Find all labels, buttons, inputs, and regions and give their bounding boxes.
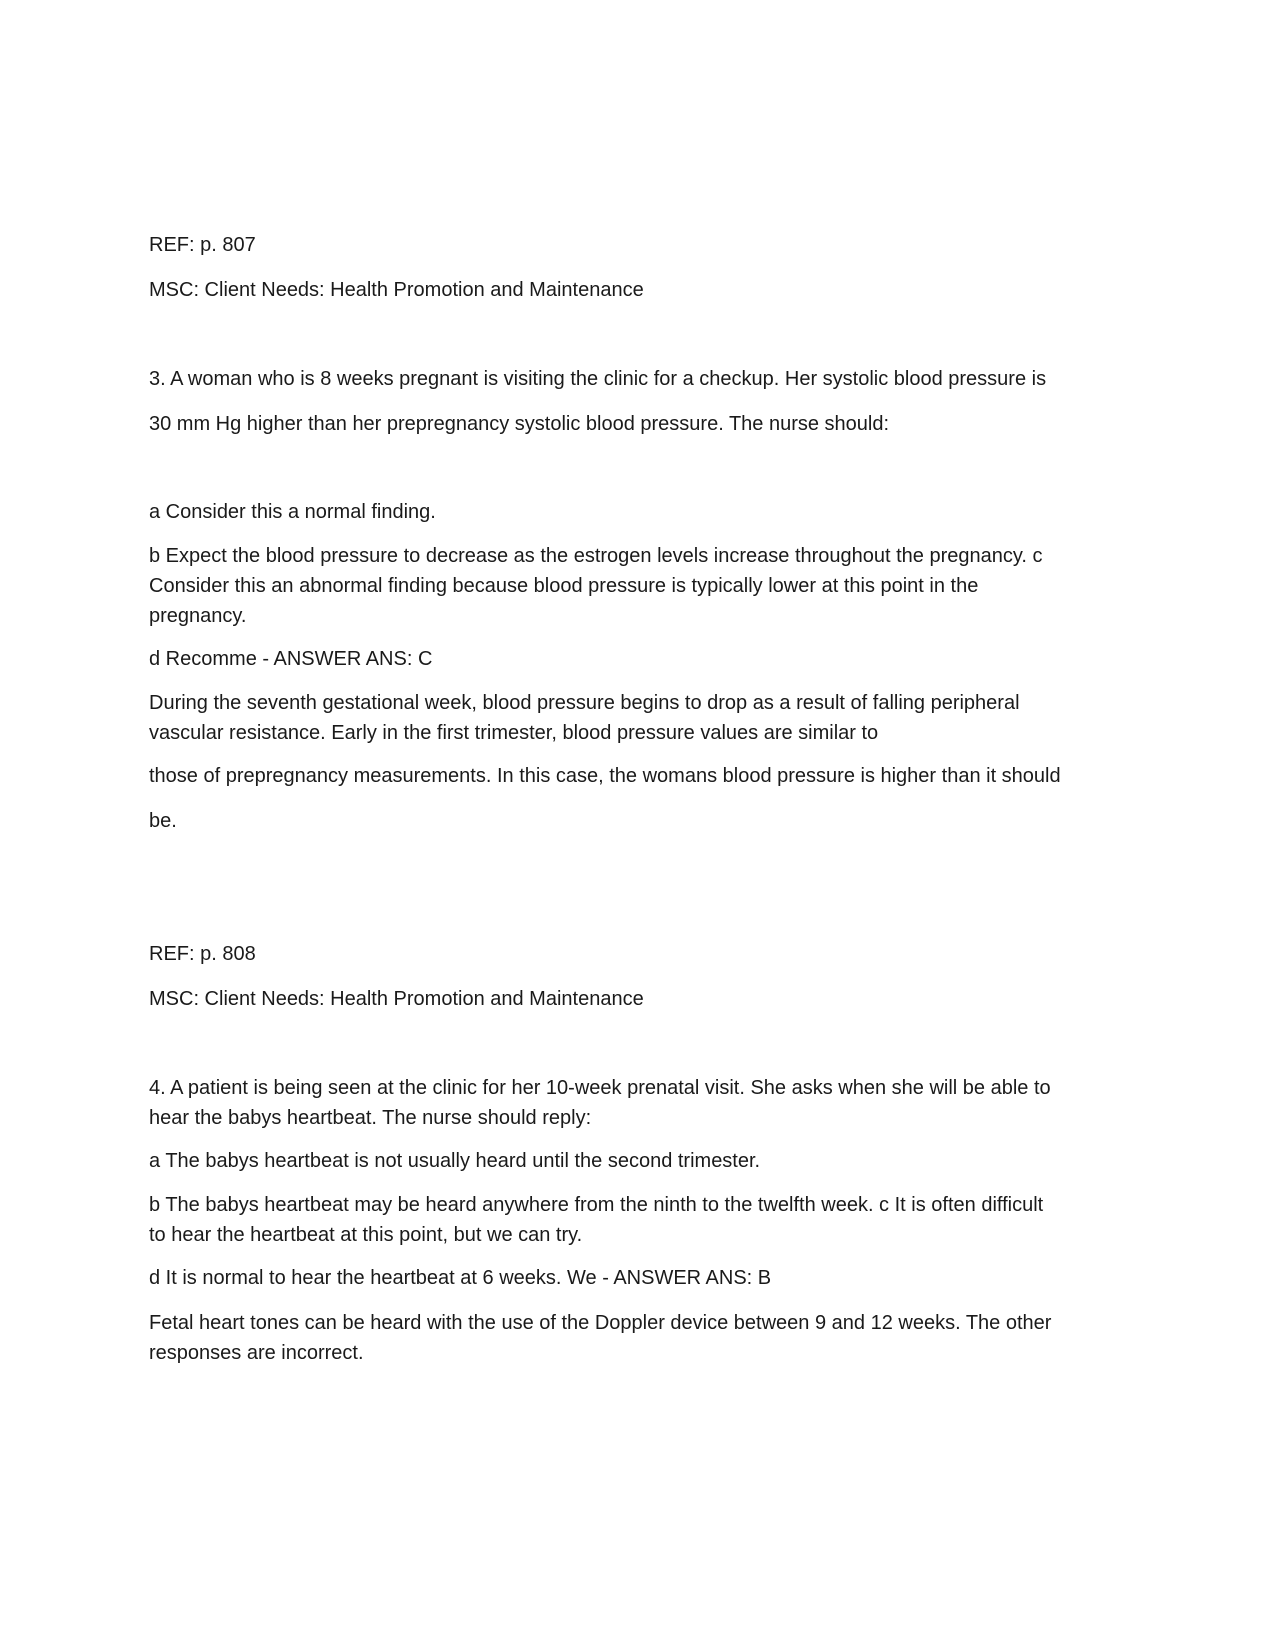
rationale <box>149 688 1139 748</box>
answer-option-a: a The babys heartbeat is not usually heard until the second trimester. <box>149 1150 761 1172</box>
question-stem <box>149 1073 1139 1133</box>
answer-option-d: d Recomme - ANSWER ANS: C <box>149 648 433 670</box>
rationale-line: responses are incorrect. <box>149 1342 364 1364</box>
option-line: pregnancy. <box>149 605 247 627</box>
question-stem: 3. A woman who is 8 weeks pregnant is visiting the clinic for a checkup. Her systolic blood pressure is <box>149 368 1047 390</box>
question-line: hear the babys heartbeat. The nurse should reply: <box>149 1107 592 1129</box>
ref-line: REF: p. 807 <box>149 234 256 256</box>
rationale-line: those of prepregnancy measurements. In this case, the womans blood pressure is higher than it should <box>149 765 1061 787</box>
option-line: to hear the heartbeat at this point, but we can try. <box>149 1224 583 1246</box>
answer-option-a: a Consider this a normal finding. <box>149 501 436 523</box>
msc-line: MSC: Client Needs: Health Promotion and Maintenance <box>149 279 644 301</box>
answer-option-b-c <box>149 541 1139 631</box>
ref-line: REF: p. 808 <box>149 943 256 965</box>
rationale-line: be. <box>149 810 177 832</box>
question-line: 4. A patient is being seen at the clinic for her 10-week prenatal visit. She asks when she will be able to <box>149 1077 1051 1099</box>
rationale-line: During the seventh gestational week, blood pressure begins to drop as a result of falling peripheral <box>149 692 1020 714</box>
option-line: Consider this an abnormal finding because blood pressure is typically lower at this point in the <box>149 575 979 597</box>
option-line: b Expect the blood pressure to decrease as the estrogen levels increase throughout the pregnancy. c <box>149 545 1043 567</box>
option-line: b The babys heartbeat may be heard anywhere from the ninth to the twelfth week. c It is often difficult <box>149 1194 1044 1216</box>
question-stem: 30 mm Hg higher than her prepregnancy systolic blood pressure. The nurse should: <box>149 413 890 435</box>
msc-line: MSC: Client Needs: Health Promotion and Maintenance <box>149 988 644 1010</box>
answer-option-b-c <box>149 1190 1139 1250</box>
rationale-line: vascular resistance. Early in the first trimester, blood pressure values are similar to <box>149 722 879 744</box>
rationale <box>149 1308 1139 1368</box>
rationale-line: Fetal heart tones can be heard with the use of the Doppler device between 9 and 12 weeks. The other <box>149 1312 1052 1334</box>
answer-option-d: d It is normal to hear the heartbeat at 6 weeks. We - ANSWER ANS: B <box>149 1267 772 1289</box>
